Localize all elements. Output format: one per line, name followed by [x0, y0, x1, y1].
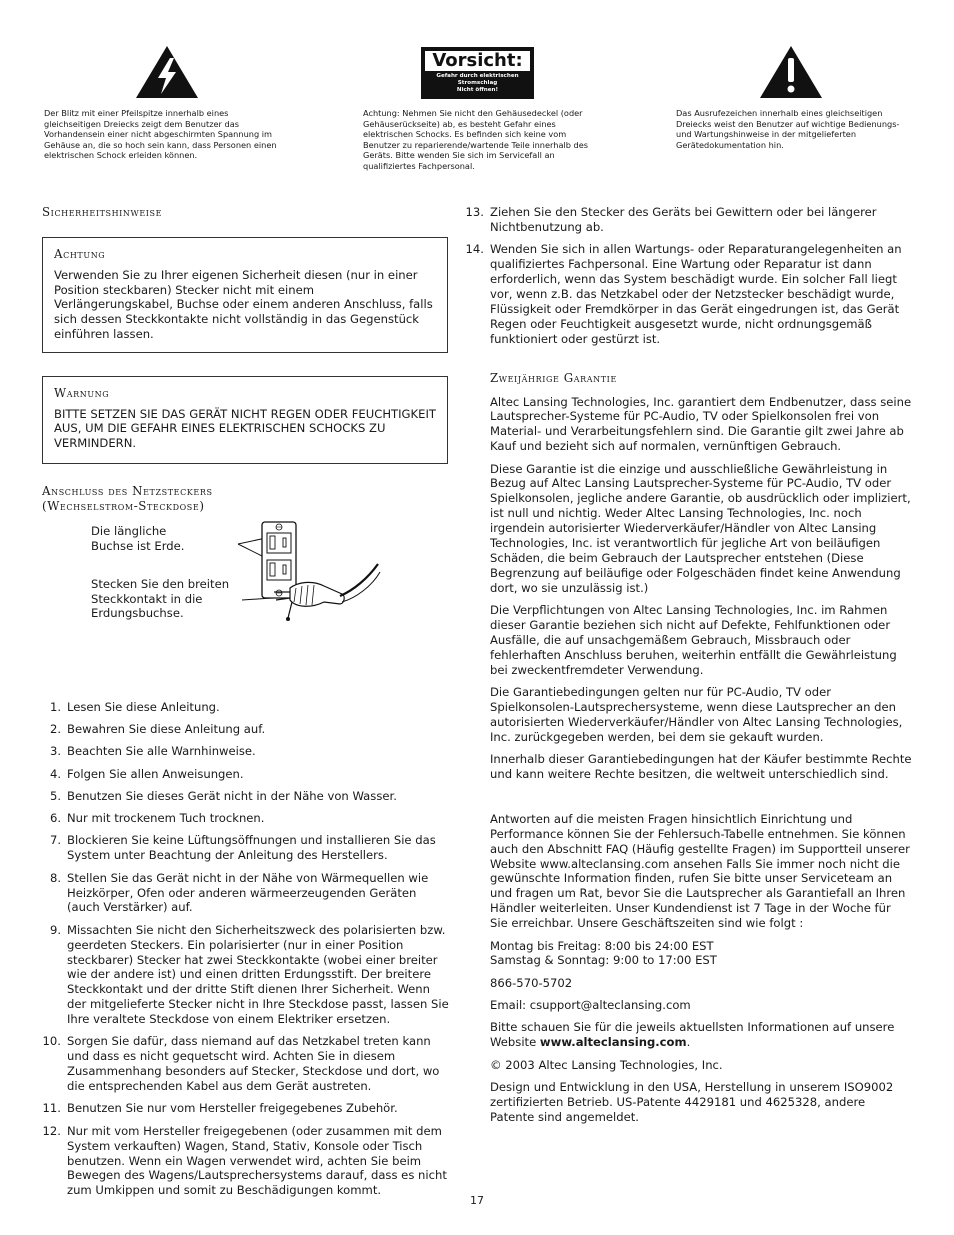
list-item: 8. Stellen Sie das Gerät nicht in der Nähe von Wärmequellen wie Heizkörper, Ofen oder anderen wärmeerzeugenden Geräten (auch Verstärker) auf. — [49, 870, 429, 915]
warnung-box — [42, 376, 448, 464]
list-item: 9. Missachten Sie nicht den Sicherheitszweck des polarisierten bzw. geerdeten Steckers. Ein polarisierter (nur in einer Position steckbarer) Stecker hat zwei Steckkontakte (wobei einer breiter wie der andere ist) und einen dritten Erdungsstift. Der breitere Steckkontakt und der dritte Stift dienen Ihrer Sicherheit. Wenn der mitgelieferte Stecker nicht in Ihre Steckdose passt, lassen Sie Ihre veraltete Steckdose von einem Elektriker ersetzen. — [49, 922, 449, 1027]
copyright: © 2003 Altec Lansing Technologies, Inc. — [490, 1057, 723, 1072]
vorsicht-line-1: Gefahr durch elektrischen — [436, 73, 519, 79]
warnung-heading: Warnung — [54, 385, 110, 400]
vorsicht-description: Achtung: Nehmen Sie nicht den Gehäusedeckel (oder Gehäuserückseite) ab, es besteht Gefahr eines elektrischen Schocks. Es befinden sich keine vom Benutzer zu reparierende/wartende Teile innerhalb des Geräts. Bitte wenden Sie sich im Servicefall an qualifiziertes Fachpersonal. — [363, 108, 589, 171]
business-hours: Montag bis Freitag: 8:00 bis 24:00 EST Samstag & Sonntag: 9:00 to 17:00 EST — [490, 938, 717, 968]
plug-label-wide: Stecken Sie den breiten Steckkontakt in die Erdungsbuchse. — [91, 576, 230, 621]
safety-heading: Sicherheitshinweise — [42, 205, 163, 219]
list-item: 14. Wenden Sie sich in allen Wartungs- oder Reparaturangelegenheiten an qualifiziertes Fachpersonal. Eine Wartung oder Reparatur ist dann erforderlich, wenn das System beschädigt wurde. Ein solcher Fall liegt vor, wenn z.B. das Netzkabel oder der Netzstecker beschädigt wurde, Flüssigkeit oder Fremdkörper in das Gerät eingedrungen ist, das Gerät Regen oder Feuchtigkeit ausgesetzt wurde, nicht ordnungsgemäß funktioniert oder gestürzt ist. — [465, 242, 902, 346]
warranty-paragraph: Die Verpflichtungen von Altec Lansing Technologies, Inc. im Rahmen dieser Garantie beziehen sich nicht auf Defekte, Fehlfunktionen oder Ausfälle, die auf unsachgemäßem Gebrauch, Missbrauch oder fehlerhaften Anschluss beruhen, weiterhin entfällt die Gewährleistung bei zweckentfremdeter Verwendung. — [490, 603, 897, 677]
safety-list-continued — [465, 205, 912, 347]
right-column — [465, 205, 912, 1132]
list-item: 2. Bewahren Sie diese Anleitung auf. — [49, 721, 266, 736]
achtung-heading: Achtung — [54, 247, 106, 261]
warranty-paragraph: Altec Lansing Technologies, Inc. garantiert dem Endbenutzer, dass seine Lautsprecher-Systeme für PC-Audio, TV oder Spielkonsolen frei von Material- und Verarbeitungsfehlern sind. Die Garantie gilt zwei Jahre ab Kauf und bezieht sich auf normalen, vernünftigen Gebrauch. — [490, 394, 912, 454]
lightning-description: Der Blitz mit einer Pfeilspitze innerhalb eines gleichseitigen Dreiecks zeigt dem Benutzer das Vorhandensein einer nicht abgeschirmten Spannung im Gehäuse an, die so hoch sein kann, dass Personen einen elektrischen Schock erleiden können. — [44, 108, 277, 161]
vorsicht-line-2: Stromschlag — [457, 80, 498, 86]
list-item: 12. Nur mit vom Hersteller freigegebenen (oder zusammen mit dem System verkauften) Wagen, Stand, Stativ, Konsole oder Tisch benutzen. Wenn ein Wagen verwendet wird, achten Sie beim Bewegen des Wagens/Lautsprechersystems darauf, dass es nicht zum Umkippen und somit zu Beschädigungen kommt. — [42, 1123, 447, 1198]
left-column — [42, 205, 452, 1206]
list-item: 6. Nur mit trockenem Tuch trocknen. — [49, 811, 265, 826]
plug-heading: Anschluss des Netzsteckers (Wechselstrom-Steckdose) — [42, 483, 213, 513]
achtung-box — [42, 237, 448, 353]
plug-diagram-area — [42, 524, 452, 674]
achtung-text: Verwenden Sie zu Ihrer eigenen Sicherheit diesen (nur in einer Position steckbaren) Stecker nicht mit einem Verlängerungskabel, Buchse oder einem anderen Anschluss, falls sich dessen Steckkontakte nicht vollständig in das Gegenstück einführen lassen. — [54, 268, 433, 341]
list-item: 10. Sorgen Sie dafür, dass niemand auf das Netzkabel treten kann und dass es nicht gequetscht wird. Achten Sie in diesem Zusammenhang besonders auf Stecker, Steckdose und dort, wo die entsprechenden Kabel aus dem Gerät austreten. — [42, 1034, 440, 1094]
design-note: Design und Entwicklung in den USA, Herstellung in unserem ISO9002 zertifizierten Betrieb. US-Patente 4429181 und 4625328, andere Patente sind angemeldet. — [490, 1079, 894, 1124]
website-paragraph: Bitte schauen Sie für die jeweils aktuellsten Informationen auf unsere Website www.alteclansing.com. — [490, 1020, 895, 1050]
list-item: 13. Ziehen Sie den Stecker des Geräts bei Gewittern oder bei längerer Nichtbenutzung ab. — [465, 205, 877, 234]
lightning-warning-icon — [134, 44, 200, 104]
warranty-paragraph: Innerhalb dieser Garantiebedingungen hat der Käufer bestimmte Rechte und kann weitere Rechte besitzen, die weltweit unterschiedlich sind. — [490, 752, 912, 781]
list-item: 5. Benutzen Sie dieses Gerät nicht in der Nähe von Wasser. — [49, 788, 397, 803]
vorsicht-label — [421, 47, 534, 99]
list-item: 3. Beachten Sie alle Warnhinweise. — [49, 744, 256, 759]
vorsicht-line-3: Nicht öffnen! — [456, 87, 499, 93]
exclamation-description: Das Ausrufezeichen innerhalb eines gleichseitigen Dreiecks weist den Benutzer auf wichtige Bedienungs- und Wartungshinweise in der mitgelieferten Gerätedokumentation hin. — [676, 108, 900, 150]
page-number: 17 — [470, 1194, 484, 1207]
list-item: 11. Benutzen Sie nur vom Hersteller freigegebenes Zubehör. — [42, 1101, 398, 1116]
support-email: Email: csupport@alteclansing.com — [490, 998, 691, 1012]
safety-list — [42, 700, 452, 1199]
support-phone: 866-570-5702 — [490, 975, 573, 990]
plug-outlet-icon — [232, 516, 382, 626]
warranty-paragraph: Die Garantiebedingungen gelten nur für PC-Audio, TV oder Spielkonsolen-Lautsprechersysteme, wenn diese Lautsprecher an den autorisierten Wiederverkäufer/Händler von Altec Lansing Technologies, Inc. zurückgegeben werden, bei dem sie gekauft wurden. — [490, 685, 903, 744]
warnung-text: BITTE SETZEN SIE DAS GERÄT NICHT REGEN ODER FEUCHTIGKEIT AUS, UM DIE GEFAHR EINES ELEKTRISCHEN SCHOCKS ZU VERMINDERN. — [54, 406, 436, 450]
list-item: 1. Lesen Sie diese Anleitung. — [49, 699, 220, 714]
warranty-heading: Zweijährige Garantie — [490, 370, 617, 385]
plug-label-ground: Die längliche Buchse ist Erde. — [91, 523, 185, 553]
support-paragraph: Antworten auf die meisten Fragen hinsichtlich Einrichtung und Performance können Sie der Fehlersuch-Tabelle entnehmen. Sie können auch den Abschnitt FAQ (Häufig gestellte Fragen) im Supportteil unserer Website www.alteclansing.com ansehen Falls Sie immer noch nicht die gewünschte Information finden, rufen Sie bitte unser Serviceteam an und fragen um Rat, bevor Sie die Lautsprecher als Garantiefall an Ihren Händler weiterleiten. Unser Kundendienst ist 7 Tage in der Woche für Sie erreichbar. Unsere Geschäftszeiten sind wie folgt : — [490, 811, 910, 931]
exclamation-warning-icon — [758, 44, 824, 104]
website-link[interactable]: www.alteclansing.com — [539, 1035, 687, 1050]
list-item: 4. Folgen Sie allen Anweisungen. — [49, 766, 244, 781]
list-item: 7. Blockieren Sie keine Lüftungsöffnungen und installieren Sie das System unter Beachtung der Anleitung des Herstellers. — [49, 833, 436, 863]
vorsicht-title: Vorsicht: — [425, 51, 530, 71]
warranty-paragraph: Diese Garantie ist die einzige und ausschließliche Gewährleistung in Bezug auf Altec Lansing Lautsprecher-Systeme für PC-Audio, TV oder Spielkonsolen, jegliche andere Garantie, ob ausdrücklich oder impliziert, ist null und nichtig. Weder Altec Lansing Technologies, Inc. noch irgendein autorisierter Wiederverkäufer/Händler von Altec Lansing Technologies, Inc. ist verantwortlich für jegliche Art von beiläufigen Schäden, die beim Gebrauch der Lautsprecher entstehen (Diese Begrenzung auf beiläufige oder Folgeschäden findet keine Anwendung dort, wo sie unzulässig ist.) — [490, 461, 911, 595]
